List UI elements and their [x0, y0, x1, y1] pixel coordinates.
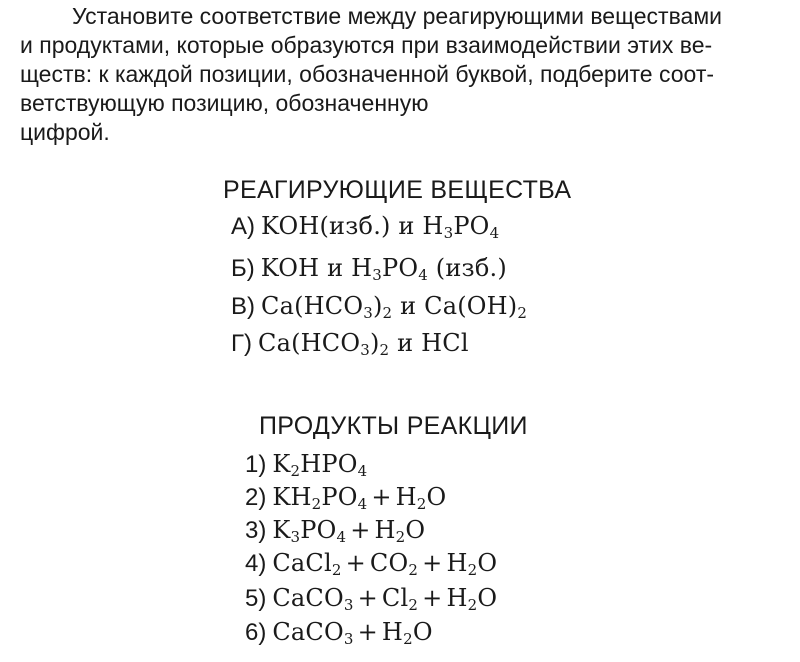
reagent-letter: Б)	[231, 255, 255, 282]
plus-sign: +	[422, 549, 443, 577]
reagent-letter: Г)	[231, 330, 252, 357]
reagent-item-g	[231, 327, 469, 358]
reagent-formula: KOH и $H_3PO_4$ (изб.)	[260, 254, 507, 284]
reagent-item-b	[231, 252, 507, 283]
reagent-formula: $Ca(HCO_3)_2$ и HCl	[258, 329, 469, 359]
product-item-4	[245, 547, 497, 578]
task-line-4: ветствующую позицию, обозначенную	[20, 90, 429, 116]
product-formula: $K_3PO_4 + H_2O$	[272, 516, 426, 546]
reagent-item-a	[231, 210, 499, 241]
plus-sign: +	[345, 549, 366, 577]
product-number: 6)	[245, 619, 267, 646]
product-item-1	[245, 448, 367, 479]
task-line-1: Установите соответствие между реагирующими веществами	[72, 3, 722, 29]
product-number: 3)	[245, 517, 267, 544]
plus-sign: +	[350, 516, 371, 544]
product-item-5	[245, 582, 497, 613]
reagent-formula: KOH(изб.) и $H_3PO_4$	[261, 212, 500, 242]
product-number: 1)	[245, 451, 267, 478]
product-item-6	[245, 616, 433, 647]
reagent-letter: А)	[231, 213, 255, 240]
task-line-5: цифрой.	[20, 119, 110, 145]
reagent-item-v	[231, 290, 527, 321]
plus-sign: +	[422, 584, 443, 612]
product-formula: $K_2HPO_4$	[272, 450, 368, 480]
reagent-letter: В)	[231, 293, 255, 320]
product-formula: CaCO$_3$ + $Cl_2 + H_2O$	[272, 584, 498, 614]
products-heading: ПРОДУКТЫ РЕАКЦИИ	[259, 412, 528, 440]
plus-sign: +	[357, 584, 378, 612]
product-item-2	[245, 481, 446, 512]
reagent-formula: $Ca(HCO_3)_2$ и $Ca(OH)_2$	[261, 292, 528, 322]
product-number: 5)	[245, 585, 267, 612]
product-item-3	[245, 514, 425, 545]
product-number: 2)	[245, 484, 267, 511]
product-number: 4)	[245, 550, 267, 577]
plus-sign: +	[357, 618, 378, 646]
task-line-3: ществ: к каждой позиции, обозначенной буквой, подберите соот-	[20, 61, 715, 87]
task-statement	[20, 2, 790, 147]
product-formula: CaCO$_3$ + $H_2O$	[272, 618, 433, 648]
reagents-heading: РЕАГИРУЮЩИЕ ВЕЩЕСТВА	[223, 176, 572, 204]
task-line-2: и продуктами, которые образуются при взаимодействии этих ве-	[20, 32, 713, 58]
product-formula: CaCl$_2$ + $CO_2 + H_2O$	[272, 549, 498, 579]
plus-sign: +	[371, 483, 392, 511]
product-formula: $KH_2PO_4 + H_2O$	[272, 483, 447, 513]
